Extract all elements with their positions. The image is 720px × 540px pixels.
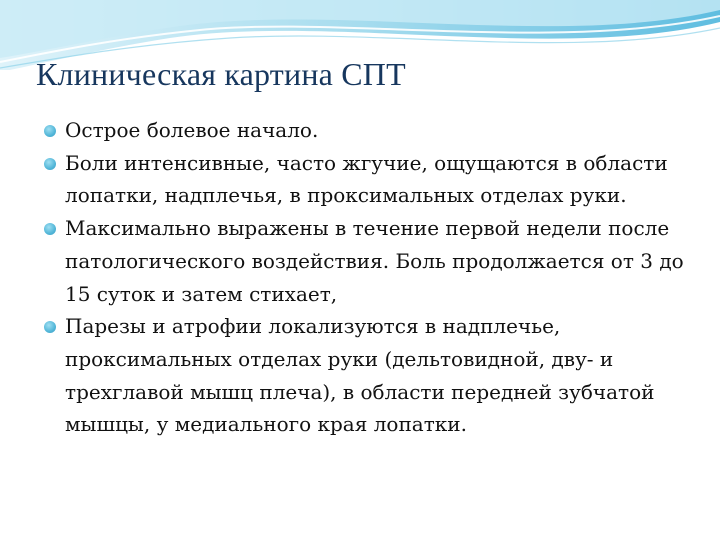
bullet-dot-icon xyxy=(44,321,56,333)
bullet-item xyxy=(44,212,684,310)
bullet-item xyxy=(44,310,684,441)
bullet-text: Парезы и атрофии локализуются в надплечье, проксимальных отделах руки (дельтовидной, дву- и трехглавой мышц плеча), в области передней зубчатой мышцы, у медиального края лопатки. xyxy=(65,314,655,437)
bullet-list xyxy=(44,114,684,441)
bullet-dot-icon xyxy=(44,125,56,137)
bullet-item xyxy=(44,114,684,147)
slide-title: Клиническая картина СПТ xyxy=(36,56,406,92)
bullet-text: Боли интенсивные, часто жгучие, ощущаются в области лопатки, надплечья, в проксимальных отделах руки. xyxy=(65,150,668,208)
bullet-dot-icon xyxy=(44,223,56,235)
bullet-text: Максимально выражены в течение первой недели после патологического воздействия. Боль продолжается от 3 до 15 суток и затем стихает, xyxy=(65,216,684,306)
bullet-item xyxy=(44,147,684,212)
bullet-dot-icon xyxy=(44,158,56,170)
bullet-text: Острое болевое начало. xyxy=(65,118,319,142)
